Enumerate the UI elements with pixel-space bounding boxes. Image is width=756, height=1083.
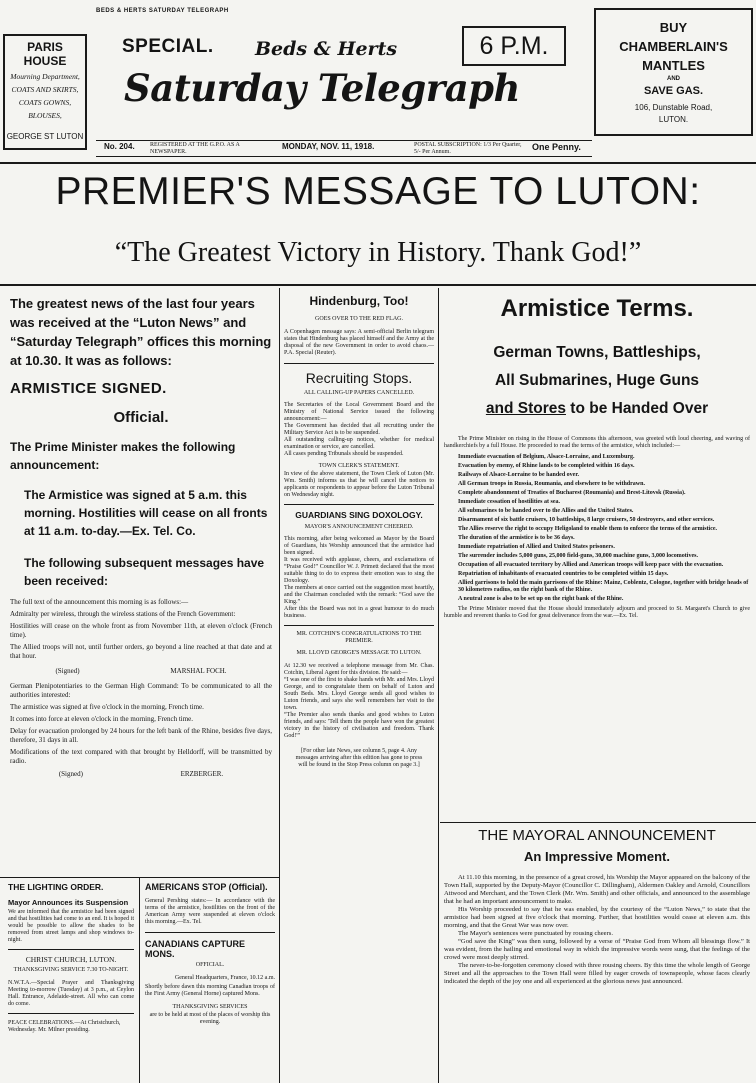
registered-note: REGISTERED AT THE G.P.O. AS A NEWSPAPER. [150,142,240,155]
thanksgiving-body: are to be held at most of the places of worship this evening. [149,1012,271,1025]
recruiting-body: All cases pending Tribunals should be suspended. [284,451,404,457]
armistice-term-item: All submarines to be handed over to the Allies and the United States. [458,508,634,514]
canadians-heading: CANADIANS CAPTURE MONS. [145,939,246,959]
subsequent-messages-heading: The following subsequent messages have been received: [24,556,265,588]
left-ad-line2: COATS AND SKIRTS, [11,85,79,94]
church-body: N.W.T.A.—Special Prayer and Thanksgiving Meeting to-morrow (Tuesday) at 3 p.m., at Ceylon Hall. Entrance, Adelaide-street. All who can come do come. [8,980,134,1007]
armistice-term-item: The duration of the armistice is to be 36 days. [458,535,575,541]
mayoral-paragraph: “God save the King” was then sung, followed by a verse of “Praise God from Whom all blessings flow.” It was evident, from the hailing and emotional way in which the impressive words were sung, that the feelings of the crowd were most deeply stirred. [444,938,750,961]
canadians-body: Shortly before dawn this morning Canadian troops of the First Army (General Horne) captured Mons. [145,984,275,997]
armistice-term-item: Repatriation of inhabitants of evacuated countries to be completed within 15 days. [458,571,669,577]
armistice-term-item: Immediate repatriation of Allied and United States prisoners. [458,544,615,550]
armistice-term-item: Complete abandonment of Treaties of Bucharest (Roumania) and Brest-Litovsk (Russia). [458,490,686,496]
mayoral-paragraph: The never-to-be-forgotten ceremony closed with three rousing cheers. By this time the whole length of George Street and all the approaches to the Town Hall were filled by eager crowds of townspeople, whose faces clearly indicated the depth of the joy one and all experienced at the glorious news just announced. [444,962,750,985]
canadians-hq: General Headquarters, France, 10.12 a.m. [174,975,275,981]
lighting-order-title: THE LIGHTING ORDER. [8,882,104,892]
recruiting-subheading: ALL CALLING-UP PAPERS CANCELLED. [303,390,415,396]
peace-celebrations: PEACE CELEBRATIONS.—At Christchurch, Wednesday. Mr. Milner presiding. [8,1020,121,1033]
terms-subheading-1: German Towns, Battleships, [493,344,701,361]
lighting-order-notice [8,882,134,1034]
message-paragraph: The full text of the announcement this morning is as follows:— [10,598,189,606]
column-2 [284,294,434,769]
terms-subheading-2: All Submarines, Huge Guns [494,372,700,389]
left-ad-title: PARIS HOUSE [23,40,67,68]
message-paragraph: Delay for evacuation prolonged by 24 hours for the left bank of the Rhine, besides five days, therefore, 31 days in all. [10,727,272,744]
right-ad-line5: SAVE GAS. [643,85,704,97]
message-paragraph: Modifications of the text compared with that brought by Helldorff, will be transmitted by radio. [10,748,272,765]
right-ad-line7: LUTON. [658,115,689,124]
armistice-term-item: The surrender includes 5,000 guns, 25,000 field-guns, 30,000 machine guns, 3,000 locomotives. [458,553,698,559]
terms-subheading-3a: and Stores [485,400,566,417]
armistice-term-item: All German troops in Russia, Roumania, and elsewhere to be withdrawn. [458,481,645,487]
recruiting-body: The Government has decided that all recruiting under the Military Service Act is to be suspended. [284,423,434,436]
left-ad-line4: BLOUSES, [28,111,62,120]
special-label: SPECIAL. [122,36,214,57]
signature-label: (Signed) [55,667,80,675]
right-ad-line2: CHAMBERLAIN'S [619,39,728,54]
americans-heading: AMERICANS STOP (Official). [145,882,268,892]
armistice-term-item: Disarmament of six battle cruisers, 10 battleships, 8 large cruisers, 50 destroyers, and other services. [458,517,715,523]
armistice-term-item: Evacuation by enemy, of Rhine lands to be completed within 16 days. [458,463,635,469]
hindenburg-body: A Copenhagen message says: A semi-official Berlin telegram states that Hindenburg has placed himself and the Army at the disposal of the new Government in order to avoid chaos.—P.A. Special (Reuter). [284,329,434,356]
right-advertisement [594,8,753,136]
recruiting-heading: Recruiting Stops. [305,370,413,386]
armistice-term-item: Railways of Alsace-Lorraine to be handed over. [458,472,579,478]
cotchin-heading: MR. COTCHIN'S CONGRATULATIONS TO THE PREMIER. [296,631,422,644]
church-subtitle: THANKSGIVING SERVICE 7.30 TO-NIGHT. [13,967,129,973]
armistice-term-item: A neutral zone is also to be set up on the right bank of the Rhine. [458,596,624,602]
mayoral-announcement [444,826,750,986]
canadians-official: OFFICIAL. [195,962,225,968]
right-ad-line4: AND [667,76,680,82]
armistice-term-item: Allied garrisons to hold the main garrisons of the Rhine: Mainz, Coblentz, Cologne, together with bridge heads of 30 kilometres radius, on the right bank of the Rhine. [458,580,749,593]
guardians-body: It was received with applause, cheers, and exclamations of “Praise God!” Councillor W. J. Primett declared that the most suitable thing to do to express their emotion was to sing the Doxology. [284,557,434,584]
mayoral-paragraph: His Worship proceeded to say that he was enabled, by the courtesy of the “Luton News,” to state that the armistice had been signed at five o'clock that morning. Further, that hostilities would cease at eleven a.m. this morning, and that the Great War was now over. [444,906,750,929]
mayoral-subheading: An Impressive Moment. [524,849,670,864]
lighting-order-subtitle: Mayor Announces its Suspension [8,898,129,907]
right-ad-line1: BUY [659,20,688,35]
messages-text [10,598,272,779]
subscription-note: POSTAL SUBSCRIPTION: 1/3 Per Quarter, 5/- Per Annum. [414,142,522,155]
armistice-signed-heading: ARMISTICE SIGNED. [10,380,167,397]
guardians-heading: GUARDIANS SING DOXOLOGY. [295,510,423,520]
guardians-subheading: MAYOR'S ANNOUNCEMENT CHEERED. [304,524,414,530]
americans-body: General Pershing states:— In accordance with the terms of the armistice, hostilities on the front of the American Army were suspended at eleven o'clock this morning.—Ex. Tel. [145,898,275,925]
mayoral-heading: THE MAYORAL ANNOUNCEMENT [478,827,716,844]
hindenburg-subheading: GOES OVER TO THE RED FLAG. [314,316,403,322]
message-paragraph: Hostilities will cease on the whole front as from November 11th, at eleven o'clock (French time). [10,622,272,639]
armistice-terms-heading: Armistice Terms. [500,295,694,322]
message-paragraph: The Allied troops will not, until further orders, go beyond a line reached at that date and at that hour. [10,643,272,660]
column-3 [444,294,750,620]
guardians-body: This morning, after being welcomed as Mayor by the Board of Guardians, his Worship announced that the armistice had been signed. [284,536,434,556]
lloyd-george-body: “The Premier also sends thanks and good wishes to Luton friends, and says: 'Tell them the people have won the greatest victory in the history of civilisation and freedom. Thank God!'” [284,712,434,739]
right-ad-line3: MANTLES [642,58,705,73]
recruiting-body: The Secretaries of the Local Government Board and the Ministry of National Service issued the following announcement:— [284,402,434,422]
hindenburg-heading: Hindenburg, Too! [309,294,409,308]
right-ad-line6: 106, Dunstable Road, [634,103,713,112]
main-headline: PREMIER'S MESSAGE TO LUTON: [55,170,701,213]
terms-subheading-3 [444,398,750,420]
signature-foch: MARSHAL FOCH. [170,667,227,675]
masthead-name-small: Beds & Herts [255,38,398,60]
price: One Penny. [532,142,581,152]
signature-erzberger: ERZBERGER. [180,770,224,778]
edition-box: 6 P.M. [462,26,566,66]
sub-headline: “The Greatest Victory in History. Thank God!” [114,237,642,268]
mayoral-paragraph: The Mayor's sentences were punctuated by rousing cheers. [458,930,613,937]
message-paragraph: German Plenipotentiaries to the German High Command: To be communicated to all the authorities interested: [10,682,272,699]
armistice-term-item: Immediate cessation of hostilities at sea. [458,499,560,505]
lead-paragraph: The greatest news of the last four years was received at the “Luton News” and “Saturday Telegraph” offices this morning at 10.30. It was as follows: [10,296,272,368]
lighting-order-body: We are informed that the armistice had been signed and that hostilities had come to an end. It is hoped it would be possible to allow the shades to be removed from street lamps and shop windows to-night. [8,909,134,943]
terms-intro: The Prime Minister on rising in the House of Commons this afternoon, was greeted with loud cheering, and waving of handkerchiefs by a full House. He proceeded to read the terms of the armistice, which included:— [444,436,750,449]
mayoral-paragraph: At 11.10 this morning, in the presence of a great crowd, his Worship the Mayor appeared on the balcony of the Town Hall, supported by the Deputy-Mayor (Councillor C. Dillingham), Aldermen Oakley and Arnold, Councillors Attwood and Merchant, and the Town Clerk (Mr. Wm. Smith) and other officials, and announced to the assemblage that he had an important announcement to make. [444,874,750,905]
signature-label: (Signed) [58,770,83,778]
recruiting-body: All outstanding calling-up notices, whether for medical examination or service, are cancelled. [284,437,434,450]
left-advertisement [3,34,87,150]
message-paragraph: It comes into force at eleven o'clock in the morning, French time. [10,715,194,723]
issue-date: MONDAY, NOV. 11, 1918. [282,142,375,151]
town-clerk-body: In view of the above statement, the Town Clerk of Luton (Mr. Wm. Smith) informs us that he will cancel the notices to applicants or respondents to appear before the Luton Tribunal on Wednesday night. [284,471,434,498]
message-paragraph: The armistice was signed at five o'clock in the morning, French time. [10,703,204,711]
issue-number: No. 204. [104,142,135,151]
prime-minister-announcement: The Prime Minister makes the following announcement: [10,440,236,472]
other-news-note: [For other late News, see column 5, page 4. Any messages arriving after this edition has gone to press will be found in the Stop Press column on page 3.] [295,748,423,768]
town-clerk-heading: TOWN CLERK'S STATEMENT. [318,463,400,469]
terms-subheading-3b: to be Handed Over [565,400,709,417]
guardians-body: After this the Board was not in a great humour to do much business. [284,606,434,619]
thanksgiving-heading: THANKSGIVING SERVICES [172,1004,248,1010]
lloyd-george-body: “I was one of the first to shake hands with Mr. and Mrs. Lloyd George, and to congratulate them on behalf of Luton and South Beds. Mrs. Lloyd George sends all good wishes to Luton friends, and says she well remembers her visit to the town. [284,677,434,711]
terms-list [444,454,750,603]
mayoral-body [444,874,750,986]
lloyd-george-body: At 12.30 we received a telephone message from Mr. Chas. Cotchin, Liberal Agent for this division. He said:— [284,663,434,676]
official-heading: Official. [113,409,169,426]
armistice-term-item: The Allies reserve the right to occupy Heligoland to enable them to enforce the terms of the armistice. [458,526,718,532]
guardians-body: The members at once carried out the suggestion most heartily, and the Chairman concluded with the remark: “God save the King.” [284,585,434,605]
left-ad-line1: Mourning Department, [10,72,80,81]
church-title: CHRIST CHURCH, LUTON. [25,955,117,964]
armistice-signed-text: The Armistice was signed at 5 a.m. this morning. Hostilities will cease on all fronts at 11 a.m. to-day.—Ex. Tel. Co. [24,488,268,538]
armistice-term-item: Occupation of all evacuated territory by Allied and American troops will keep pace with the evacuation. [458,562,724,568]
lloyd-george-heading: MR. LLOYD GEORGE'S MESSAGE TO LUTON. [296,650,422,656]
masthead-name-large: Saturday Telegraph [124,66,520,110]
armistice-term-item: Immediate evacuation of Belgium, Alsace-Lorraine, and Luxemburg. [458,454,635,460]
column-1 [10,294,272,783]
masthead-top-line: BEDS & HERTS SATURDAY TELEGRAPH [96,8,229,14]
war-bulletins [145,882,275,1026]
terms-closing: The Prime Minister moved that the House should immediately adjourn and proceed to St. Margaret's Church to give humble and reverent thanks to God for great deliverance from the war.—Ex. Tel. [444,606,750,619]
left-ad-line3: COATS GOWNS, [18,98,72,107]
message-paragraph: Admiralty per wireless, through the wireless stations of the French Government: [10,610,236,618]
left-ad-address: GEORGE ST LUTON [6,132,84,141]
